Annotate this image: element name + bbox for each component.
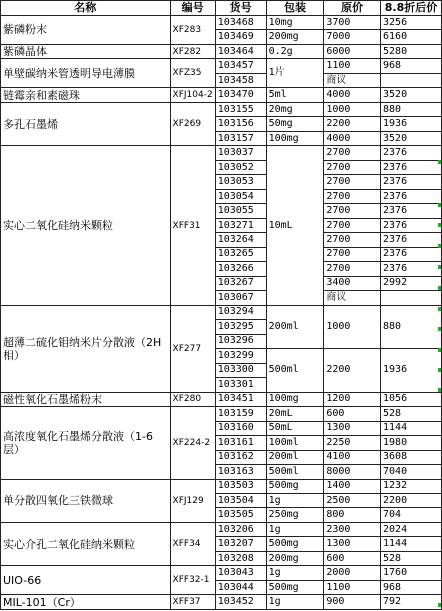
discount-price: 1936 <box>381 349 442 392</box>
item-number: 103206 <box>215 522 266 536</box>
product-name: 单壁碳纳米管透明导电薄膜 <box>1 59 171 88</box>
item-number: 103503 <box>215 479 266 493</box>
item-number: 103052 <box>215 160 266 174</box>
original-price: 1300 <box>324 537 381 551</box>
original-price: 4000 <box>324 88 381 102</box>
product-code: XF283 <box>170 16 215 45</box>
header-code: 编号 <box>170 1 215 16</box>
original-price: 商议 <box>324 291 381 305</box>
original-price: 2000 <box>324 566 381 580</box>
original-price: 2700 <box>324 146 381 160</box>
item-number: 103294 <box>215 305 266 319</box>
item-number: 103267 <box>215 276 266 290</box>
item-number: 103037 <box>215 146 266 160</box>
package-size: 5ml <box>266 88 324 102</box>
original-price: 7000 <box>324 30 381 44</box>
discount-price: 7040 <box>381 465 442 479</box>
discount-price: 1056 <box>381 392 442 406</box>
comment-marker <box>438 388 441 392</box>
original-price: 1400 <box>324 479 381 493</box>
discount-price: 968 <box>381 59 442 73</box>
package-size: 500mg <box>266 537 324 551</box>
package-size: 20mL <box>266 407 324 421</box>
item-number: 103055 <box>215 204 266 218</box>
item-number: 103265 <box>215 247 266 261</box>
product-code: XFF37 <box>170 595 215 609</box>
package-size: 20mg <box>266 102 324 116</box>
product-code: XF224-2 <box>170 407 215 479</box>
product-code: XFJ104-2 <box>170 88 215 102</box>
discount-price: 2376 <box>381 189 442 203</box>
original-price: 商议 <box>324 73 381 87</box>
product-name: 磁性氧化石墨烯粉末 <box>1 392 171 406</box>
package-size: 1片 <box>266 59 324 88</box>
original-price: 1300 <box>324 421 381 435</box>
product-code: XF269 <box>170 102 215 145</box>
item-number: 103458 <box>215 73 266 87</box>
package-size: 1g <box>266 566 324 580</box>
original-price: 3400 <box>324 276 381 290</box>
discount-price: 792 <box>381 595 442 609</box>
original-price: 6000 <box>324 44 381 58</box>
table-row <box>1 59 442 73</box>
original-price: 3700 <box>324 16 381 30</box>
product-name: 多孔石墨烯 <box>1 102 171 145</box>
product-name: 紫磷晶体 <box>1 44 171 58</box>
comment-marker <box>438 348 441 352</box>
table-row <box>1 595 442 609</box>
original-price: 2700 <box>324 262 381 276</box>
item-number: 103160 <box>215 421 266 435</box>
discount-price: 3608 <box>381 450 442 464</box>
original-price: 1100 <box>324 59 381 73</box>
item-number: 103264 <box>215 233 266 247</box>
item-number: 103054 <box>215 189 266 203</box>
item-number: 103043 <box>215 566 266 580</box>
item-number: 103157 <box>215 131 266 145</box>
package-size: 100ml <box>266 436 324 450</box>
package-size: 200ml <box>266 450 324 464</box>
product-name: MIL-101（Cr） <box>1 595 171 609</box>
original-price: 2250 <box>324 436 381 450</box>
product-code: XF277 <box>170 305 215 392</box>
item-number: 103163 <box>215 465 266 479</box>
original-price: 900 <box>324 595 381 609</box>
package-size: 500ml <box>266 465 324 479</box>
discount-price: 3256 <box>381 16 442 30</box>
header-row <box>1 1 442 16</box>
item-number: 103451 <box>215 392 266 406</box>
package-size: 10mg <box>266 16 324 30</box>
table-row <box>1 88 442 102</box>
item-number: 103162 <box>215 450 266 464</box>
discount-price: 528 <box>381 551 442 565</box>
discount-price: 3520 <box>381 131 442 145</box>
product-code: XF282 <box>170 44 215 58</box>
discount-price: 2992 <box>381 276 442 290</box>
discount-price: 6160 <box>381 30 442 44</box>
original-price: 1100 <box>324 580 381 594</box>
product-code: XFF32-1 <box>170 566 215 595</box>
package-size: 200mg <box>266 30 324 44</box>
package-size: 10mL <box>266 146 324 305</box>
package-size: 200ml <box>266 305 324 348</box>
item-number: 103271 <box>215 218 266 232</box>
comment-marker <box>438 286 441 290</box>
original-price: 2700 <box>324 218 381 232</box>
comment-marker <box>438 244 441 248</box>
discount-price: 1980 <box>381 436 442 450</box>
discount-price: 880 <box>381 102 442 116</box>
package-size: 500mg <box>266 479 324 493</box>
table-row <box>1 16 442 30</box>
item-number: 103457 <box>215 59 266 73</box>
item-number: 103207 <box>215 537 266 551</box>
table-header <box>1 1 442 16</box>
discount-price: 2024 <box>381 522 442 536</box>
item-number: 103295 <box>215 320 266 334</box>
original-price: 4000 <box>324 131 381 145</box>
item-number: 103159 <box>215 407 266 421</box>
original-price: 2700 <box>324 247 381 261</box>
item-number: 103504 <box>215 493 266 507</box>
item-number: 103067 <box>215 291 266 305</box>
product-code: XFJ129 <box>170 479 215 522</box>
discount-price: 1232 <box>381 479 442 493</box>
product-name: 单分散四氧化三铁微球 <box>1 479 171 522</box>
package-size: 500ml <box>266 349 324 392</box>
item-number: 103156 <box>215 117 266 131</box>
original-price: 800 <box>324 508 381 522</box>
original-price: 2700 <box>324 175 381 189</box>
header-item-number: 货号 <box>215 1 266 16</box>
table-row <box>1 407 442 421</box>
item-number: 103300 <box>215 363 266 377</box>
discount-price: 2376 <box>381 262 442 276</box>
header-package: 包装 <box>266 1 324 16</box>
comment-marker <box>438 160 441 164</box>
discount-price: 5280 <box>381 44 442 58</box>
table-row <box>1 479 442 493</box>
comment-marker <box>438 265 441 269</box>
discount-price: 1144 <box>381 421 442 435</box>
discount-price: 528 <box>381 407 442 421</box>
product-code: XFF31 <box>170 146 215 305</box>
discount-price: 880 <box>381 305 442 348</box>
table-row <box>1 392 442 406</box>
original-price: 4100 <box>324 450 381 464</box>
table-row <box>1 305 442 319</box>
item-number: 103155 <box>215 102 266 116</box>
discount-price <box>381 73 442 87</box>
item-number: 103299 <box>215 349 266 363</box>
original-price: 1000 <box>324 305 381 348</box>
product-code: XFZ35 <box>170 59 215 88</box>
package-size: 0.2g <box>266 44 324 58</box>
discount-price: 2376 <box>381 146 442 160</box>
original-price: 600 <box>324 551 381 565</box>
original-price: 1200 <box>324 392 381 406</box>
table-body <box>1 16 442 610</box>
original-price: 2700 <box>324 160 381 174</box>
package-size: 500mg <box>266 580 324 594</box>
item-number: 103468 <box>215 16 266 30</box>
comment-marker <box>438 327 441 331</box>
discount-price: 2376 <box>381 247 442 261</box>
product-name: 超薄二硫化钼纳米片分散液（2H相） <box>1 305 171 392</box>
product-code: XF280 <box>170 392 215 406</box>
product-name: 高浓度氧化石墨烯分散液（1-6层） <box>1 407 171 479</box>
original-price: 2200 <box>324 349 381 392</box>
discount-price: 704 <box>381 508 442 522</box>
header-original-price: 原价 <box>324 1 381 16</box>
original-price: 600 <box>324 407 381 421</box>
item-number: 103296 <box>215 334 266 348</box>
item-number: 103208 <box>215 551 266 565</box>
discount-price: 1760 <box>381 566 442 580</box>
original-price: 2200 <box>324 117 381 131</box>
comment-marker <box>438 368 441 372</box>
package-size: 200mg <box>266 551 324 565</box>
original-price: 2700 <box>324 233 381 247</box>
table-row <box>1 44 442 58</box>
table-row <box>1 522 442 536</box>
item-number: 103469 <box>215 30 266 44</box>
product-name: UIO-66 <box>1 566 171 595</box>
item-number: 103266 <box>215 262 266 276</box>
item-number: 103464 <box>215 44 266 58</box>
package-size: 250mg <box>266 508 324 522</box>
table-row <box>1 102 442 116</box>
discount-price: 968 <box>381 580 442 594</box>
product-name: 链霉亲和素磁珠 <box>1 88 171 102</box>
item-number: 103053 <box>215 175 266 189</box>
original-price: 2700 <box>324 204 381 218</box>
discount-price: 1936 <box>381 117 442 131</box>
original-price: 2500 <box>324 493 381 507</box>
package-size: 50mL <box>266 421 324 435</box>
item-number: 103470 <box>215 88 266 102</box>
table-row <box>1 146 442 160</box>
comment-marker <box>438 223 441 227</box>
product-name: 紫磷粉末 <box>1 16 171 45</box>
package-size: 50mg <box>266 117 324 131</box>
discount-price: 2376 <box>381 175 442 189</box>
discount-price <box>381 291 442 305</box>
item-number: 103044 <box>215 580 266 594</box>
table-row <box>1 566 442 580</box>
comment-marker <box>438 603 441 607</box>
package-size: 1g <box>266 493 324 507</box>
package-size: 1g <box>266 522 324 536</box>
item-number: 103452 <box>215 595 266 609</box>
original-price: 2300 <box>324 522 381 536</box>
discount-price: 2376 <box>381 233 442 247</box>
product-name: 实心二氧化硅纳米颗粒 <box>1 146 171 305</box>
discount-price: 2376 <box>381 218 442 232</box>
package-size: 1g <box>266 595 324 609</box>
comment-marker <box>438 307 441 311</box>
discount-price: 2376 <box>381 204 442 218</box>
product-code: XFF34 <box>170 522 215 565</box>
discount-price: 2376 <box>381 160 442 174</box>
discount-price: 1144 <box>381 537 442 551</box>
product-name: 实心介孔二氧化硅纳米颗粒 <box>1 522 171 565</box>
original-price: 1000 <box>324 102 381 116</box>
package-size: 100mg <box>266 392 324 406</box>
header-discount-price: 8.8折后价 <box>381 1 442 16</box>
item-number: 103301 <box>215 378 266 392</box>
discount-price: 3520 <box>381 88 442 102</box>
header-name: 名称 <box>1 1 171 16</box>
package-size: 100mg <box>266 131 324 145</box>
original-price: 2700 <box>324 189 381 203</box>
discount-price: 2200 <box>381 493 442 507</box>
item-number: 103505 <box>215 508 266 522</box>
original-price: 8000 <box>324 465 381 479</box>
item-number: 103161 <box>215 436 266 450</box>
comment-marker <box>438 203 441 207</box>
